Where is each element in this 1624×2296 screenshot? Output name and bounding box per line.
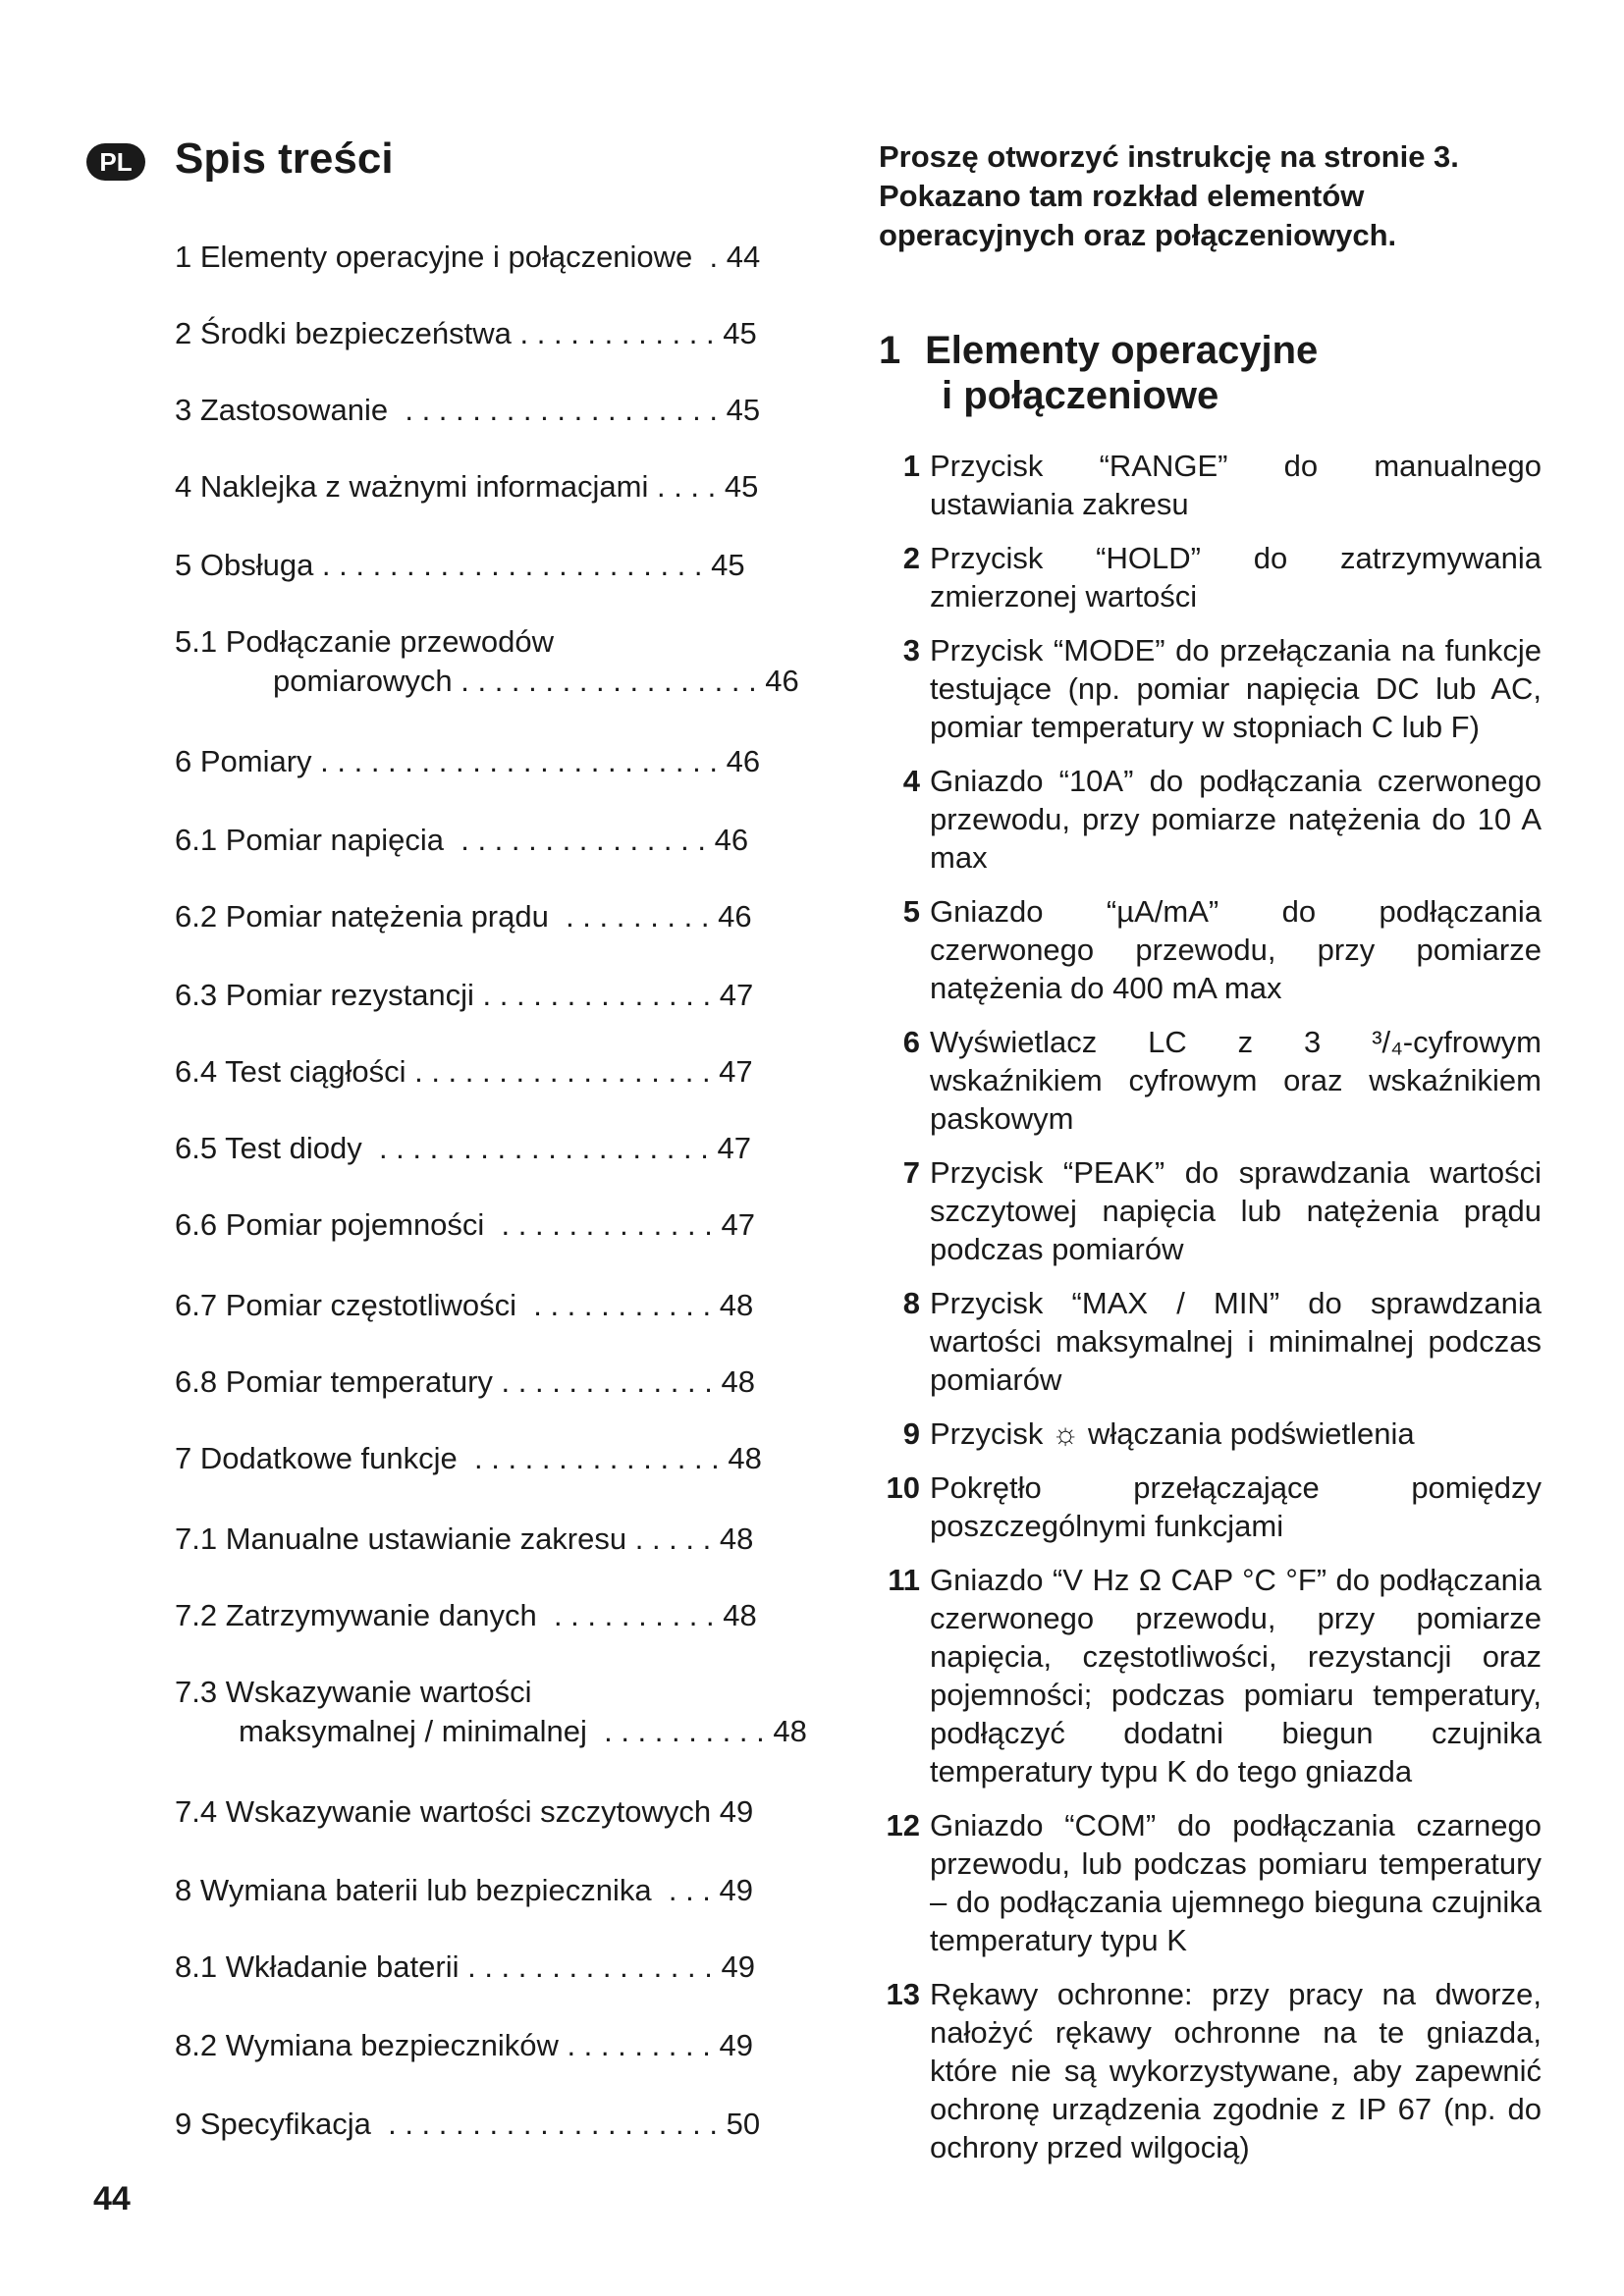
list-item (879, 1023, 1542, 1138)
toc-entry-text: 1 Elementy operacyjne i połączeniowe . 44 (175, 240, 761, 274)
toc-entry-text: 6.4 Test ciągłości . . . . . . . . . . . . . . . . . . 47 (175, 1054, 753, 1089)
toc-entry-text-continued: maksymalnej / minimalnej . . . . . . . . . . 48 (239, 1714, 807, 1748)
item-number: 10 (886, 1470, 920, 1505)
toc-entry[interactable] (175, 1596, 842, 1635)
item-number: 12 (886, 1808, 920, 1842)
toc-entry-text: 4 Naklejka z ważnymi informacjami . . . . 45 (175, 469, 759, 504)
toc-entry[interactable] (175, 1520, 842, 1559)
list-item (879, 1415, 1542, 1453)
item-text: Przycisk “PEAK” do sprawdzania wartości szczytowej napięcia lub natężenia prądu podczas pomiarów (930, 1155, 1542, 1266)
toc-entry-text: 5 Obsługa . . . . . . . . . . . . . . . . . . . . . . . 45 (175, 548, 745, 582)
toc-entry[interactable] (175, 1205, 842, 1245)
toc-entry[interactable] (175, 1286, 842, 1325)
item-text: Przycisk “MODE” do przełączania na funkcje testujące (np. pomiar napięcia DC lub AC, pomiar temperatury w stopniach C lub F) (930, 633, 1542, 744)
toc-entry-text: 6.5 Test diody . . . . . . . . . . . . . . . . . . . . 47 (175, 1131, 751, 1165)
item-text: Pokrętło przełączające pomiędzy poszczególnymi funkcjami (930, 1470, 1542, 1543)
item-number: 13 (886, 1977, 920, 2011)
toc-entry[interactable] (175, 2105, 842, 2144)
item-number: 7 (902, 1155, 920, 1190)
toc-entry-text: 2 Środki bezpieczeństwa . . . . . . . . . . . . 45 (175, 316, 757, 350)
toc-entry-text: 6.3 Pomiar rezystancji . . . . . . . . . . . . . . 47 (175, 978, 754, 1012)
item-number: 3 (902, 633, 920, 667)
list-item (879, 447, 1542, 523)
item-number: 5 (902, 894, 920, 929)
toc-entry-text: 6.1 Pomiar napięcia . . . . . . . . . . . . . . . 46 (175, 823, 749, 857)
list-item (879, 762, 1542, 877)
item-number: 6 (902, 1025, 920, 1059)
list-item (879, 539, 1542, 615)
item-text: Gniazdo “µA/mA” do podłączania czerwonego przewodu, przy pomiarze natężenia do 400 mA max (930, 894, 1542, 1005)
toc-entry[interactable] (175, 742, 842, 781)
toc-entry[interactable] (175, 1792, 842, 1832)
list-item (879, 1468, 1542, 1545)
section-title-line2: i połączeniowe (942, 374, 1219, 417)
item-text: Wyświetlacz LC z 3 ³/₄-cyfrowym wskaźnikiem cyfrowym oraz wskaźnikiem paskowym (930, 1025, 1542, 1136)
toc-entry-text-continued: pomiarowych . . . . . . . . . . . . . . . . . . 46 (273, 664, 799, 698)
toc-entry-text: 7.4 Wskazywanie wartości szczytowych 49 (175, 1794, 754, 1829)
toc-entry[interactable] (175, 897, 842, 936)
list-item (879, 1561, 1542, 1790)
toc-entry-text: 7.2 Zatrzymywanie danych . . . . . . . . . . 48 (175, 1598, 757, 1632)
item-text: Przycisk “MAX / MIN” do sprawdzania wartości maksymalnej i minimalnej podczas pomiarów (930, 1286, 1542, 1397)
toc-entry[interactable] (175, 821, 842, 860)
item-text: Gniazdo “V Hz Ω CAP °C °F” do podłączania czerwonego przewodu, przy pomiarze napięcia, częstotliwości, rezystancji oraz pojemności; podczas pomiaru temperatury, podłączyć dodatni biegun czujnika temperatury typu K do tego gniazda (930, 1563, 1542, 1789)
item-number: 1 (902, 449, 920, 483)
toc-entry-text: 6 Pomiary . . . . . . . . . . . . . . . . . . . . . . . . 46 (175, 744, 761, 778)
item-number: 11 (888, 1563, 920, 1597)
toc-entry[interactable] (175, 622, 842, 701)
toc-entry-text: 6.8 Pomiar temperatury . . . . . . . . . . . . . 48 (175, 1364, 755, 1399)
toc-entry[interactable] (175, 1673, 842, 1751)
list-item (879, 1806, 1542, 1959)
toc-entry[interactable] (175, 976, 842, 1015)
toc-entry[interactable] (175, 1129, 842, 1168)
toc-entry-text: 7.1 Manualne ustawianie zakresu . . . . . 48 (175, 1522, 754, 1556)
page-number: 44 (93, 2180, 131, 2217)
language-badge: PL (86, 143, 145, 181)
item-text: Przycisk “HOLD” do zatrzymywania zmierzonej wartości (930, 541, 1542, 614)
toc-entry-text: 6.2 Pomiar natężenia prądu . . . . . . . . . 46 (175, 899, 752, 934)
toc-entry[interactable] (175, 1439, 842, 1478)
toc-entry-text: 6.7 Pomiar częstotliwości . . . . . . . . . . . 48 (175, 1288, 754, 1322)
toc-entry[interactable] (175, 1948, 842, 1987)
toc-entry[interactable] (175, 1052, 842, 1092)
item-number: 8 (902, 1286, 920, 1320)
list-item (879, 1975, 1542, 2166)
toc-entry[interactable] (175, 1871, 842, 1910)
toc-entry[interactable] (175, 314, 842, 353)
list-item (879, 631, 1542, 746)
item-number: 4 (902, 764, 920, 798)
toc-entry[interactable] (175, 2026, 842, 2065)
toc-entry-text: 9 Specyfikacja . . . . . . . . . . . . . . . . . . . . 50 (175, 2107, 761, 2141)
toc-entry[interactable] (175, 1362, 842, 1402)
list-item (879, 1153, 1542, 1268)
toc-entry[interactable] (175, 546, 842, 585)
toc-title: Spis treści (175, 134, 394, 183)
item-number: 9 (902, 1416, 920, 1451)
section-title-line1: Elementy operacyjne (925, 329, 1319, 372)
toc-entry[interactable] (175, 467, 842, 507)
toc-entry-text: 6.6 Pomiar pojemności . . . . . . . . . . . . . 47 (175, 1207, 755, 1242)
toc-entry-text: 8.2 Wymiana bezpieczników . . . . . . . . . 49 (175, 2028, 753, 2062)
intro-paragraph: Proszę otworzyć instrukcję na stronie 3. Pokazano tam rozkład elementów operacyjnych oraz połączeniowych. (879, 139, 1459, 252)
item-number: 2 (902, 541, 920, 575)
section-heading (879, 328, 1546, 418)
toc-entry-text: 8.1 Wkładanie baterii . . . . . . . . . . . . . . . 49 (175, 1949, 755, 1984)
item-text: Przycisk “RANGE” do manualnego ustawiania zakresu (930, 449, 1542, 521)
toc-entry[interactable] (175, 238, 842, 277)
toc-entry-text: 8 Wymiana baterii lub bezpiecznika . . . 49 (175, 1873, 754, 1907)
toc-entry-text: 7.3 Wskazywanie wartości (175, 1675, 532, 1709)
toc-entry-text: 3 Zastosowanie . . . . . . . . . . . . . . . . . . . 45 (175, 393, 761, 427)
item-text: Gniazdo “10A” do podłączania czerwonego przewodu, przy pomiarze natężenia do 10 A max (930, 764, 1542, 875)
item-text: Przycisk ☼ włączania podświetlenia (930, 1416, 1415, 1451)
item-text: Gniazdo “COM” do podłączania czarnego przewodu, lub podczas pomiaru temperatury – do podłączania ujemnego bieguna czujnika temperatury typu K (930, 1808, 1542, 1957)
toc-entry-text: 7 Dodatkowe funkcje . . . . . . . . . . . . . . . 48 (175, 1441, 762, 1475)
section-number: 1 (879, 329, 901, 372)
list-item (879, 1284, 1542, 1399)
element-list (879, 447, 1542, 2182)
toc-entry[interactable] (175, 391, 842, 430)
item-text: Rękawy ochronne: przy pracy na dworze, nałożyć rękawy ochronne na te gniazda, które nie są wykorzystywane, aby zapewnić ochronę urządzenia zgodnie z IP 67 (np. do ochrony przed wilgocią) (930, 1977, 1542, 2164)
list-item (879, 892, 1542, 1007)
toc-entry-text: 5.1 Podłączanie przewodów (175, 624, 555, 659)
